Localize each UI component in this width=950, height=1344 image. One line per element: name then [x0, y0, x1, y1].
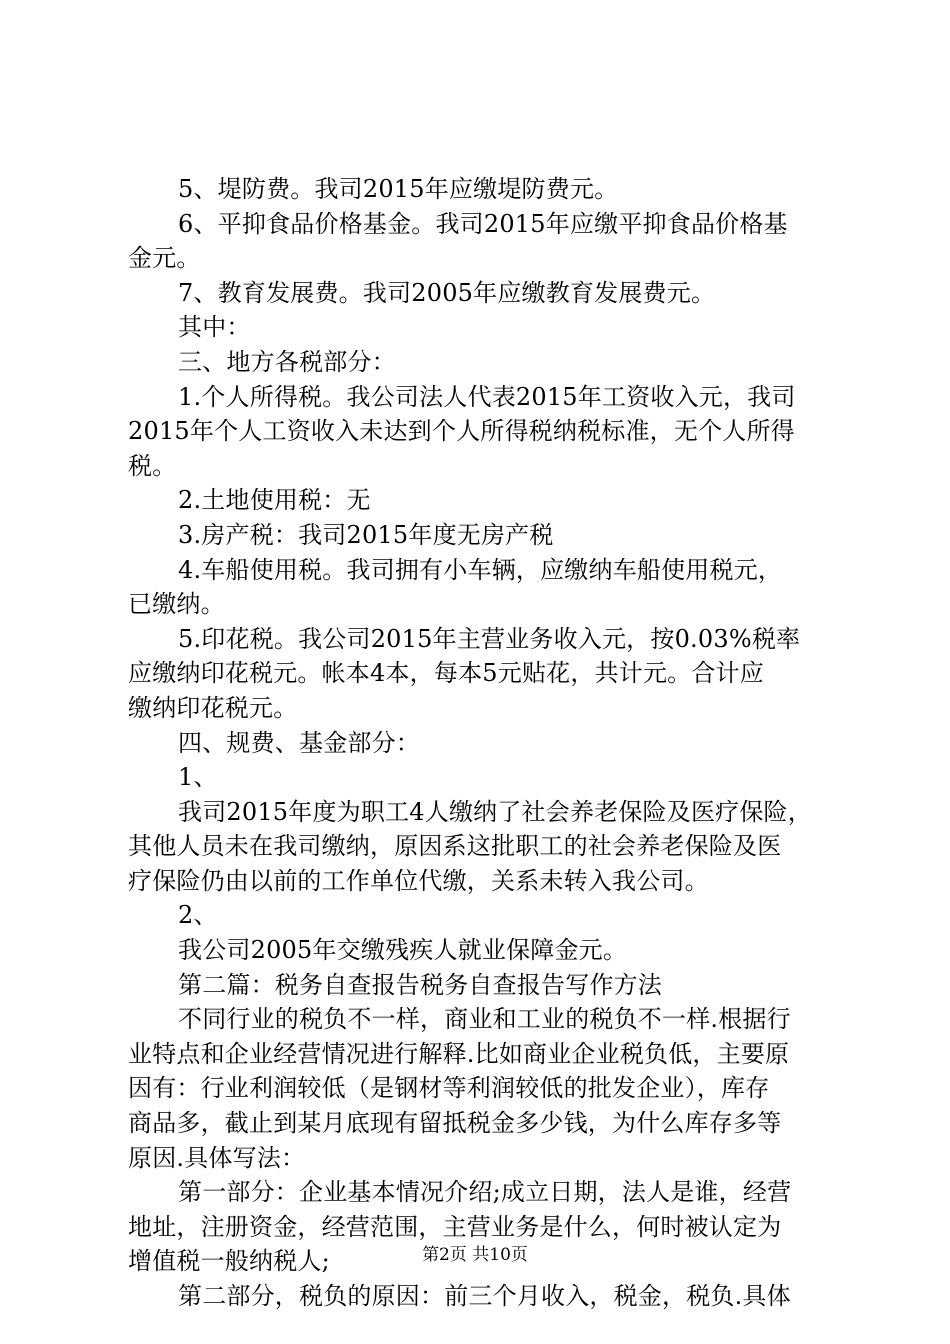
text-line: 税。 — [128, 451, 177, 480]
document-body — [128, 172, 830, 1314]
text-line: 4.车船使用税。我司拥有小车辆，应缴纳车船使用税元， — [178, 555, 783, 584]
text-line: 缴纳印花税元。 — [128, 693, 298, 722]
text-line: 其中： — [178, 313, 251, 342]
text-line: 已缴纳。 — [128, 590, 225, 619]
text-line: 6、平抑食品价格基金。我司2015年应缴平抑食品价格基 — [178, 209, 788, 238]
text-line: 5、堤防费。我司2015年应缴堤防费元。 — [178, 175, 619, 203]
text-line: 2.土地使用税：无 — [178, 486, 371, 515]
text-line: 我司2015年度为职工4人缴纳了社会养老保险及医疗保险， — [178, 797, 812, 826]
text-line: 四、规费、基金部分： — [178, 728, 420, 757]
text-line: 其他人员未在我司缴纳，原因系这批职工的社会养老保险及医 — [128, 832, 782, 861]
text-line: 业特点和企业经营情况进行解释.比如商业企业税负低，主要原 — [128, 1039, 790, 1068]
text-line: 第二篇：税务自查报告税务自查报告写作方法 — [178, 970, 662, 999]
text-line: 增值税一般纳税人; — [128, 1247, 330, 1276]
text-line: 金元。 — [128, 244, 201, 273]
text-line: 应缴纳印花税元。帐本4本，每本5元贴花，共计元。合计应 — [128, 659, 764, 688]
text-line: 我公司2005年交缴残疾人就业保障金元。 — [178, 936, 628, 965]
text-line: 2、 — [178, 901, 218, 930]
text-line: 1.个人所得税。我公司法人代表2015年工资收入元，我司 — [178, 382, 796, 411]
text-line: 不同行业的税负不一样，商业和工业的税负不一样.根据行 — [178, 1005, 791, 1034]
text-line: 1、 — [178, 763, 218, 792]
text-line: 第二部分，税负的原因：前三个月收入，税金，税负.具体 — [178, 1282, 791, 1310]
text-line: 因有：行业利润较低（是钢材等利润较低的批发企业），库存 — [128, 1074, 770, 1103]
text-line: 5.印花税。我公司2015年主营业务收入元，按0.03%税率 — [178, 624, 801, 653]
text-line: 原因.具体写法： — [128, 1143, 306, 1172]
text-line: 商品多，截止到某月底现有留抵税金多少钱，为什么库存多等 — [128, 1109, 782, 1138]
text-line: 第一部分：企业基本情况介绍;成立日期，法人是谁，经营 — [178, 1178, 792, 1207]
text-line: 疗保险仍由以前的工作单位代缴，关系未转入我公司。 — [128, 866, 709, 895]
text-line: 3.房产税：我司2015年度无房产税 — [178, 520, 554, 549]
text-line: 7、教育发展费。我司2005年应缴教育发展费元。 — [178, 278, 716, 307]
page-footer: 第2页 共10页 — [422, 1245, 528, 1265]
text-line: 2015年个人工资收入未达到个人所得税纳税标准，无个人所得 — [128, 417, 795, 446]
text-line: 地址，注册资金，经营范围，主营业务是什么，何时被认定为 — [128, 1212, 782, 1241]
text-line: 三、地方各税部分： — [178, 347, 396, 376]
